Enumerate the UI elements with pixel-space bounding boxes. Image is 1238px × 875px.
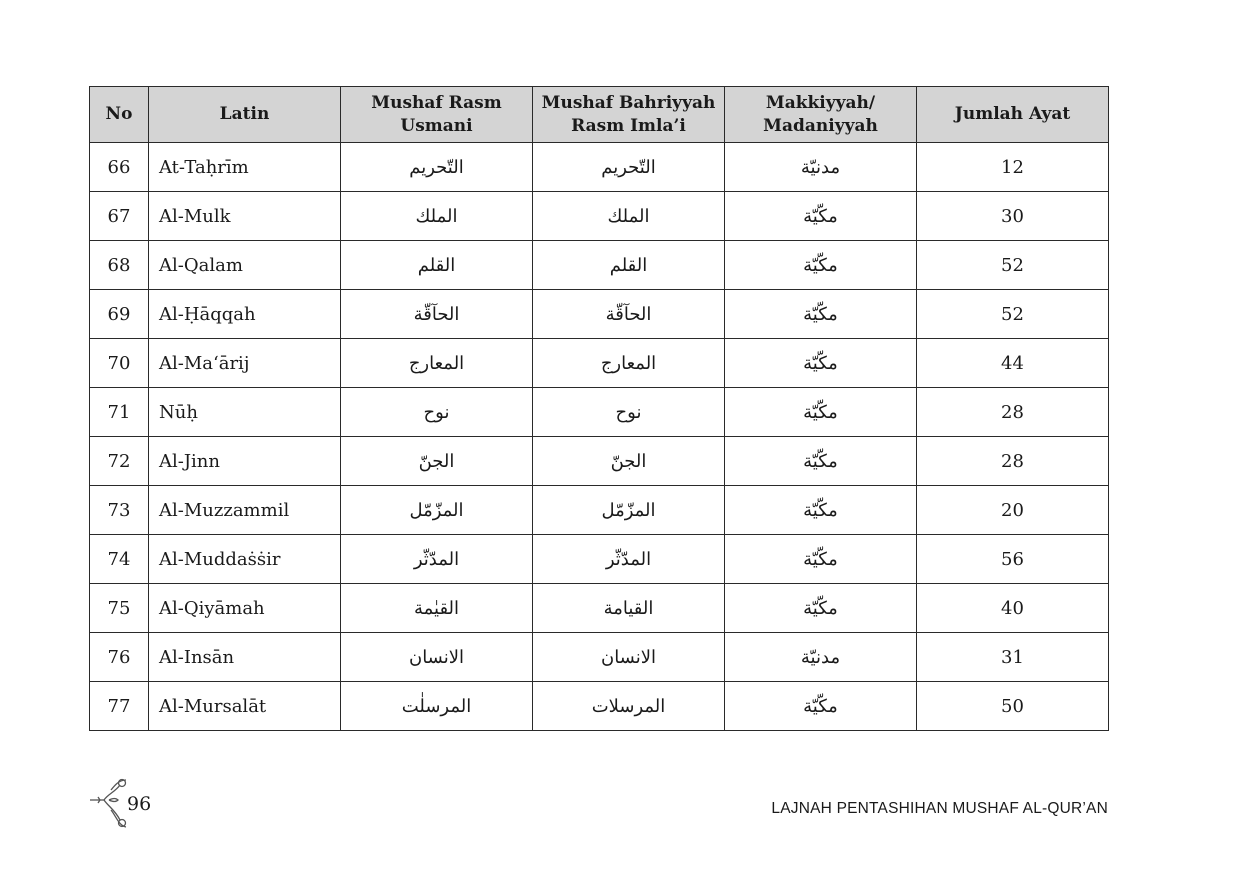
cell-usmani: نوح <box>341 388 533 437</box>
cell-latin: Nūḥ <box>149 388 341 437</box>
cell-usmani: الحآقّة <box>341 290 533 339</box>
cell-bahriyyah: الجنّ <box>533 437 725 486</box>
cell-makkiyyah-madaniyyah: مكّيّة <box>725 682 917 731</box>
cell-latin: Al-Muzzammil <box>149 486 341 535</box>
table-row <box>90 584 1109 633</box>
cell-jumlah-ayat: 28 <box>917 437 1109 486</box>
running-title: LAJNAH PENTASHIHAN MUSHAF AL-QUR’AN <box>771 800 1108 817</box>
cell-bahriyyah: المرسلات <box>533 682 725 731</box>
cell-no: 77 <box>90 682 149 731</box>
cell-latin: Al-Ma‘ārij <box>149 339 341 388</box>
header-jumlah-ayat: Jumlah Ayat <box>917 87 1109 143</box>
header-no: No <box>90 87 149 143</box>
header-latin: Latin <box>149 87 341 143</box>
cell-usmani: الملك <box>341 192 533 241</box>
header-row <box>90 87 1109 143</box>
cell-usmani: الجنّ <box>341 437 533 486</box>
table-row <box>90 633 1109 682</box>
cell-latin: Al-Muddaṡṡir <box>149 535 341 584</box>
cell-jumlah-ayat: 20 <box>917 486 1109 535</box>
cell-makkiyyah-madaniyyah: مكّيّة <box>725 290 917 339</box>
cell-makkiyyah-madaniyyah: مكّيّة <box>725 486 917 535</box>
page-number: 96 <box>127 793 152 815</box>
cell-makkiyyah-madaniyyah: مدنيّة <box>725 633 917 682</box>
cell-latin: Al-Jinn <box>149 437 341 486</box>
cell-makkiyyah-madaniyyah: مكّيّة <box>725 192 917 241</box>
table-row <box>90 682 1109 731</box>
cell-usmani: المزّمّل <box>341 486 533 535</box>
cell-latin: Al-Mulk <box>149 192 341 241</box>
cell-usmani: المدّثّر <box>341 535 533 584</box>
cell-latin: At-Taḥrīm <box>149 143 341 192</box>
cell-jumlah-ayat: 30 <box>917 192 1109 241</box>
cell-no: 68 <box>90 241 149 290</box>
cell-jumlah-ayat: 28 <box>917 388 1109 437</box>
cell-jumlah-ayat: 12 <box>917 143 1109 192</box>
cell-jumlah-ayat: 44 <box>917 339 1109 388</box>
cell-latin: Al-Mursalāt <box>149 682 341 731</box>
cell-latin: Al-Qalam <box>149 241 341 290</box>
cell-no: 76 <box>90 633 149 682</box>
header-usmani: Mushaf Rasm Usmani <box>341 87 533 143</box>
cell-usmani: الانسان <box>341 633 533 682</box>
cell-bahriyyah: المزّمّل <box>533 486 725 535</box>
table-row <box>90 486 1109 535</box>
table-row <box>90 437 1109 486</box>
cell-no: 70 <box>90 339 149 388</box>
table-row <box>90 388 1109 437</box>
cell-usmani: القلم <box>341 241 533 290</box>
cell-makkiyyah-madaniyyah: مكّيّة <box>725 241 917 290</box>
cell-jumlah-ayat: 52 <box>917 290 1109 339</box>
cell-bahriyyah: نوح <box>533 388 725 437</box>
cell-jumlah-ayat: 52 <box>917 241 1109 290</box>
table-row <box>90 143 1109 192</box>
table-body <box>90 143 1109 731</box>
floral-ornament-icon <box>88 776 130 832</box>
surah-table <box>89 86 1109 731</box>
cell-makkiyyah-madaniyyah: مكّيّة <box>725 535 917 584</box>
cell-latin: Al-Ḥāqqah <box>149 290 341 339</box>
cell-latin: Al-Qiyāmah <box>149 584 341 633</box>
cell-makkiyyah-madaniyyah: مكّيّة <box>725 388 917 437</box>
cell-bahriyyah: التّحريم <box>533 143 725 192</box>
table-header <box>90 87 1109 143</box>
cell-no: 73 <box>90 486 149 535</box>
cell-bahriyyah: المعارج <box>533 339 725 388</box>
cell-no: 74 <box>90 535 149 584</box>
cell-latin: Al-Insān <box>149 633 341 682</box>
cell-bahriyyah: الانسان <box>533 633 725 682</box>
table-row <box>90 535 1109 584</box>
cell-bahriyyah: الحآقّة <box>533 290 725 339</box>
cell-bahriyyah: القيامة <box>533 584 725 633</box>
cell-bahriyyah: الملك <box>533 192 725 241</box>
table-row <box>90 192 1109 241</box>
cell-jumlah-ayat: 56 <box>917 535 1109 584</box>
cell-jumlah-ayat: 31 <box>917 633 1109 682</box>
cell-no: 75 <box>90 584 149 633</box>
cell-jumlah-ayat: 40 <box>917 584 1109 633</box>
table-row <box>90 241 1109 290</box>
cell-usmani: المرسلٰت <box>341 682 533 731</box>
header-makkiyyah-madaniyyah: Makkiyyah/ Madaniyyah <box>725 87 917 143</box>
cell-usmani: المعارج <box>341 339 533 388</box>
cell-bahriyyah: المدّثّر <box>533 535 725 584</box>
cell-jumlah-ayat: 50 <box>917 682 1109 731</box>
cell-makkiyyah-madaniyyah: مكّيّة <box>725 584 917 633</box>
cell-no: 72 <box>90 437 149 486</box>
cell-makkiyyah-madaniyyah: مكّيّة <box>725 339 917 388</box>
header-bahriyyah: Mushaf Bahriyyah Rasm Imla’i <box>533 87 725 143</box>
cell-no: 69 <box>90 290 149 339</box>
cell-usmani: التّحريم <box>341 143 533 192</box>
cell-makkiyyah-madaniyyah: مكّيّة <box>725 437 917 486</box>
cell-no: 66 <box>90 143 149 192</box>
cell-usmani: القيٰمة <box>341 584 533 633</box>
table-row <box>90 339 1109 388</box>
table-row <box>90 290 1109 339</box>
cell-no: 67 <box>90 192 149 241</box>
cell-bahriyyah: القلم <box>533 241 725 290</box>
cell-makkiyyah-madaniyyah: مدنيّة <box>725 143 917 192</box>
cell-no: 71 <box>90 388 149 437</box>
